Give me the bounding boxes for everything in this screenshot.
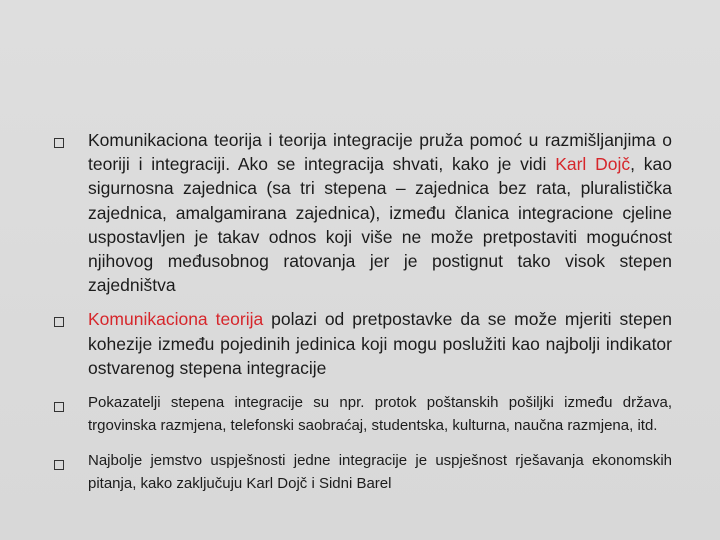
bullet-text: Pokazatelji stepena integracije su npr. protok poštanskih pošiljki između država, trgovinska razmjena, telefonski saobraćaj, studentska, kulturna, naučna razmjena, itd. bbox=[88, 394, 672, 434]
bullet-text-cont: , kao sigurnosna zajednica (sa tri stepena – zajednica bez rata, pluralistička zajednica, amalgamirana zajednica), između članica integracione cjeline uspostavljen je takav odnos koji više ne može pretpostaviti mogućnost njihovog međusobnog ratovanja jer je postignut tako visok stepen zajedništva bbox=[88, 154, 672, 296]
bullet-item-3 bbox=[50, 392, 672, 437]
highlight-karl-dojc: Karl Dojč bbox=[555, 154, 631, 175]
bullet-text: Komunikaciona teorija i teorija integracije pruža pomoć u razmišljanjima o teoriji i integraciji. Ako se integracija shvati, kako je vidi bbox=[88, 130, 672, 175]
bullet-list bbox=[50, 128, 672, 495]
bullet-item-1 bbox=[50, 128, 672, 297]
hollow-square-icon bbox=[54, 460, 64, 470]
hollow-square-icon bbox=[54, 317, 64, 327]
bullet-text: polazi od pretpostavke da se može mjeriti stepen kohezije između pojedinih jedinica koji mogu poslužiti kao najbolji indikator ostvarenog stepena integracije bbox=[88, 309, 672, 378]
bullet-item-4 bbox=[50, 450, 672, 495]
hollow-square-icon bbox=[54, 138, 64, 148]
hollow-square-icon bbox=[54, 402, 64, 412]
highlight-komunikaciona-teorija: Komunikaciona teorija bbox=[88, 309, 264, 330]
bullet-item-2 bbox=[50, 307, 672, 380]
bullet-text: Najbolje jemstvo uspješnosti jedne integracije je uspješnost rješavanja ekonomskih pitanja, kako zaključuju Karl Dojč i Sidni Barel bbox=[88, 452, 672, 492]
